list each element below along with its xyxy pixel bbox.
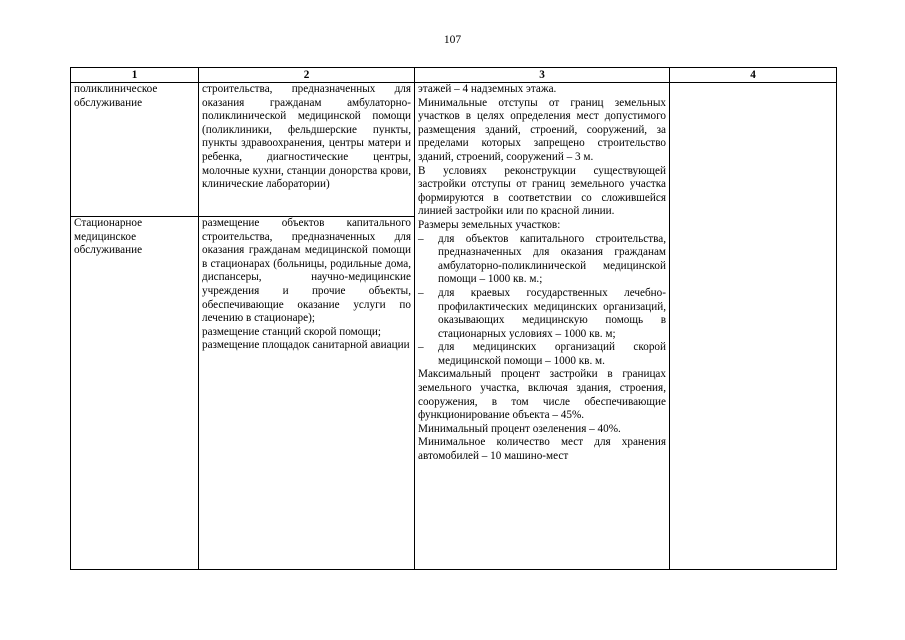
list-item <box>418 341 666 368</box>
column-header-4: 4 <box>670 68 837 83</box>
parameters-floors: этажей – 4 надземных этажа. <box>418 83 557 95</box>
use-description-text: размещение объектов капитального строительства, предназначенных для оказания гражданам медицинской помощи в стационарах (больницы, родильные дома, диспансеры, научно-медицинские учреждения и прочие объекты, обеспечивающие оказание услуги по лечению в стационаре); <box>202 217 411 325</box>
table-row <box>71 83 837 217</box>
parameters-parking: Минимальное количество мест для хранения автомобилей – 10 машино-мест <box>418 436 666 463</box>
use-description-text: размещение площадок санитарной авиации <box>202 339 410 352</box>
parameters-min-greenery: Минимальный процент озеленения – 40%. <box>418 422 621 435</box>
parameters-setbacks: Минимальные отступы от границ земельных участков в целях определения мест допустимого размещения зданий, строений, сооружений, за пределами которых запрещено строительство зданий, строений, сооружений – 3 м. <box>418 96 666 163</box>
dash-marker: – <box>418 232 424 245</box>
parameters-max-coverage: Максимальный процент застройки в границах земельного участка, включая здания, строения, сооружения, в том числе обеспечивающие функционирование объекта – 45%. <box>418 368 666 422</box>
use-type-cell <box>71 83 199 217</box>
plot-size-ambulance: для медицинских организаций скорой медицинской помощи – 1000 кв. м. <box>438 341 666 367</box>
list-item <box>418 287 666 341</box>
list-item <box>418 233 666 287</box>
use-type-name: поликлиническое обслуживание <box>74 83 158 109</box>
page-number: 107 <box>443 34 462 46</box>
table-header-row <box>71 68 837 83</box>
use-description-cell <box>199 83 415 217</box>
column-header-3: 3 <box>415 68 670 83</box>
column-header-2: 2 <box>199 68 415 83</box>
parameters-reconstruction: В условиях реконструкции существующей застройки отступы от границ земельного участка формируются в соответствии со сложившейся линией застройки или по красной линии. <box>418 164 666 218</box>
regulations-table <box>70 67 837 570</box>
column-header-1: 1 <box>71 68 199 83</box>
use-description-cell <box>199 217 415 570</box>
plot-size-inpatient: для краевых государственных лечебно-профилактических медицинских организаций, оказывающих медицинскую помощь в стационарных условиях – 1000 кв. м; <box>438 286 666 340</box>
use-description-text: строительства, предназначенных для оказания гражданам амбулаторно-поликлинической медицинской помощи (поликлиники, фельдшерские пункты, пункты здравоохранения, центры матери и ребенка, диагностические центры, молочные кухни, станции донорства крови, клинические лаборатории) <box>202 83 411 191</box>
plot-size-outpatient: для объектов капитального строительства, предназначенных для оказания гражданам амбулаторно-поликлинической медицинской помощи – 1000 кв. м.; <box>438 232 666 286</box>
notes-cell <box>670 83 837 570</box>
dash-marker: – <box>418 286 424 299</box>
dash-marker: – <box>418 341 424 354</box>
use-type-name: Стационарное медицинское обслуживание <box>74 217 143 257</box>
parameters-plot-sizes-heading: Размеры земельных участков: <box>418 218 561 231</box>
parameters-cell <box>415 83 670 570</box>
use-description-text: размещение станций скорой помощи; <box>202 325 382 338</box>
use-type-cell <box>71 217 199 570</box>
